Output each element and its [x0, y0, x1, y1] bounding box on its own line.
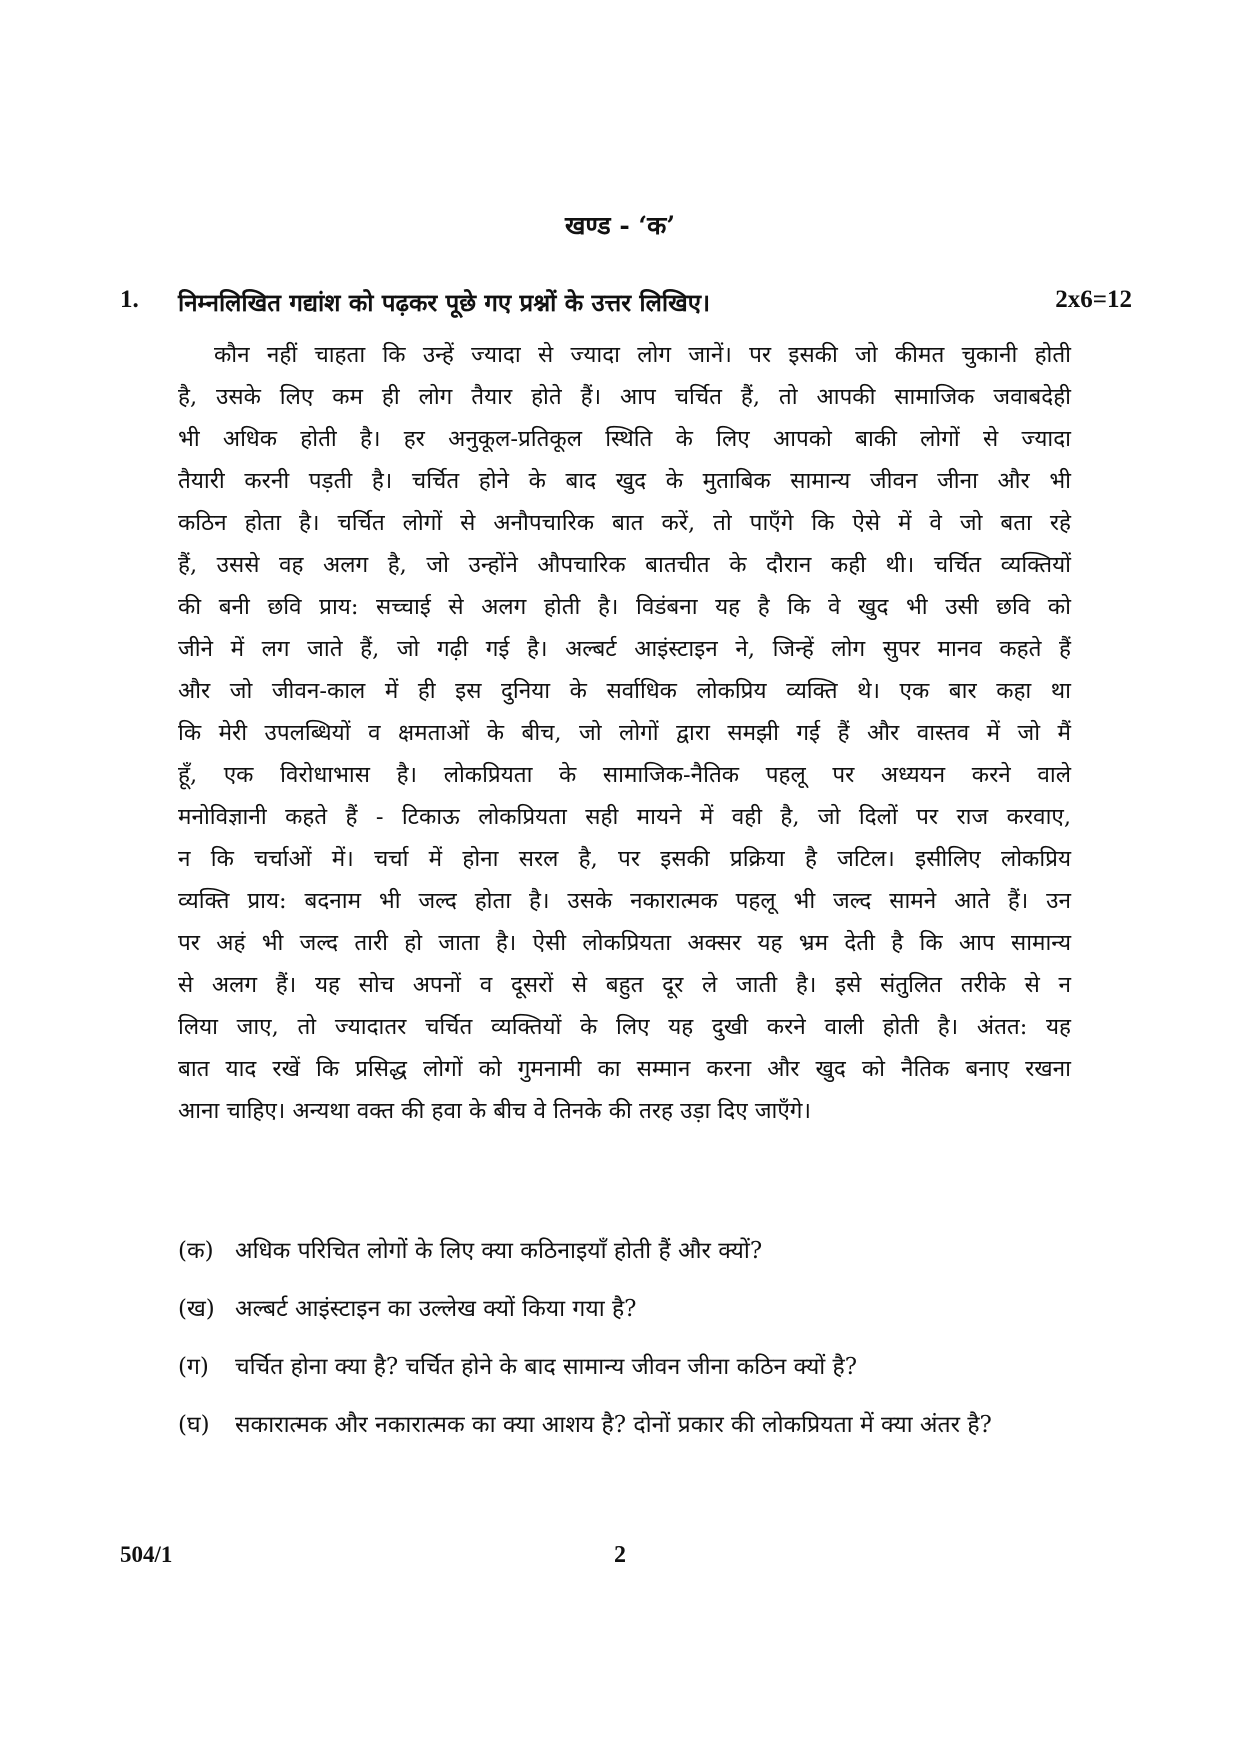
sub-question-label: (घ)	[178, 1412, 210, 1438]
question-header	[120, 286, 1132, 326]
passage-line: कि मेरी उपलब्धियों व क्षमताओं के बीच, जो लोगों द्वारा समझी गई हैं और वास्तव में जो मैं	[178, 720, 1071, 746]
passage-line: पर अहं भी जल्द तारी हो जाता है। ऐसी लोकप्रियता अक्सर यह भ्रम देती है कि आप सामान्य	[178, 930, 1071, 956]
passage-line: कौन नहीं चाहता कि उन्हें ज्यादा से ज्यादा लोग जानें। पर इसकी जो कीमत चुकानी होती	[214, 342, 1071, 368]
page-number: 2	[614, 1542, 626, 1568]
passage-line: की बनी छवि प्राय: सच्चाई से अलग होती है। विडंबना यह है कि वे खुद भी उसी छवि को	[178, 594, 1071, 620]
question-marks: 2x6=12	[1055, 286, 1132, 313]
sub-questions	[178, 1230, 1078, 1462]
sub-question-text: सकारात्मक और नकारात्मक का क्या आशय है? दोनों प्रकार की लोकप्रियता में क्या अंतर है?	[235, 1412, 992, 1438]
passage-line: लिया जाए, तो ज्यादातर चर्चित व्यक्तियों के लिए यह दुखी करने वाली होती है। अंतत: यह	[178, 1014, 1071, 1040]
passage-line: न कि चर्चाओं में। चर्चा में होना सरल है, पर इसकी प्रक्रिया है जटिल। इसीलिए लोकप्रिय	[178, 846, 1071, 872]
sub-question-text: चर्चित होना क्या है? चर्चित होने के बाद सामान्य जीवन जीना कठिन क्यों है?	[235, 1354, 858, 1380]
question-number: 1.	[120, 286, 139, 313]
paper-code: 504/1	[120, 1542, 173, 1567]
sub-question	[178, 1404, 1078, 1446]
sub-question-text: अल्बर्ट आइंस्टाइन का उल्लेख क्यों किया गया है?	[235, 1296, 637, 1322]
sub-question-label: (क)	[178, 1238, 214, 1264]
passage-line: व्यक्ति प्राय: बदनाम भी जल्द होता है। उसके नकारात्मक पहलू भी जल्द सामने आते हैं। उन	[178, 888, 1072, 914]
section-heading: खण्ड - ‘क’	[564, 211, 676, 240]
passage-line: कठिन होता है। चर्चित लोगों से अनौपचारिक बात करें, तो पाएँगे कि ऐसे में वे जो बता रहे	[178, 510, 1071, 536]
sub-question	[178, 1288, 1078, 1330]
passage-line: बात याद रखें कि प्रसिद्ध लोगों को गुमनामी का सम्मान करना और खुद को नैतिक बनाए रखना	[178, 1056, 1071, 1082]
passage-line: तैयारी करनी पड़ती है। चर्चित होने के बाद खुद के मुताबिक सामान्य जीवन जीना और भी	[178, 468, 1071, 494]
passage-line: हूँ, एक विरोधाभास है। लोकप्रियता के सामाजिक-नैतिक पहलू पर अध्ययन करने वाले	[178, 762, 1071, 788]
sub-question-label: (ख)	[178, 1296, 215, 1322]
passage-line: आना चाहिए। अन्यथा वक्त की हवा के बीच वे तिनके की तरह उड़ा दिए जाएँगे।	[178, 1098, 811, 1124]
sub-question	[178, 1346, 1078, 1388]
passage-line: है, उसके लिए कम ही लोग तैयार होते हैं। आप चर्चित हैं, तो आपकी सामाजिक जवाबदेही	[178, 384, 1071, 410]
passage-line: जीने में लग जाते हैं, जो गढ़ी गई है। अल्बर्ट आइंस्टाइन ने, जिन्हें लोग सुपर मानव कहते हैं	[178, 636, 1071, 662]
passage	[178, 334, 1071, 1132]
passage-line: से अलग हैं। यह सोच अपनों व दूसरों से बहुत दूर ले जाती है। इसे संतुलित तरीके से न	[178, 972, 1071, 998]
passage-line: भी अधिक होती है। हर अनुकूल-प्रतिकूल स्थिति के लिए आपको बाकी लोगों से ज्यादा	[178, 426, 1071, 452]
passage-line: और जो जीवन-काल में ही इस दुनिया के सर्वाधिक लोकप्रिय व्यक्ति थे। एक बार कहा था	[178, 678, 1071, 704]
sub-question-text: अधिक परिचित लोगों के लिए क्या कठिनाइयाँ होती हैं और क्यों?	[235, 1238, 763, 1264]
passage-line: हैं, उससे वह अलग है, जो उन्होंने औपचारिक बातचीत के दौरान कही थी। चर्चित व्यक्तियों	[178, 552, 1071, 578]
sub-question-label: (ग)	[178, 1354, 209, 1380]
sub-question	[178, 1230, 1078, 1272]
question-instruction: निम्नलिखित गद्यांश को पढ़कर पूछे गए प्रश्नों के उत्तर लिखिए।	[178, 288, 711, 317]
passage-line: मनोविज्ञानी कहते हैं - टिकाऊ लोकप्रियता सही मायने में वही है, जो दिलों पर राज करवाए,	[178, 804, 1071, 830]
